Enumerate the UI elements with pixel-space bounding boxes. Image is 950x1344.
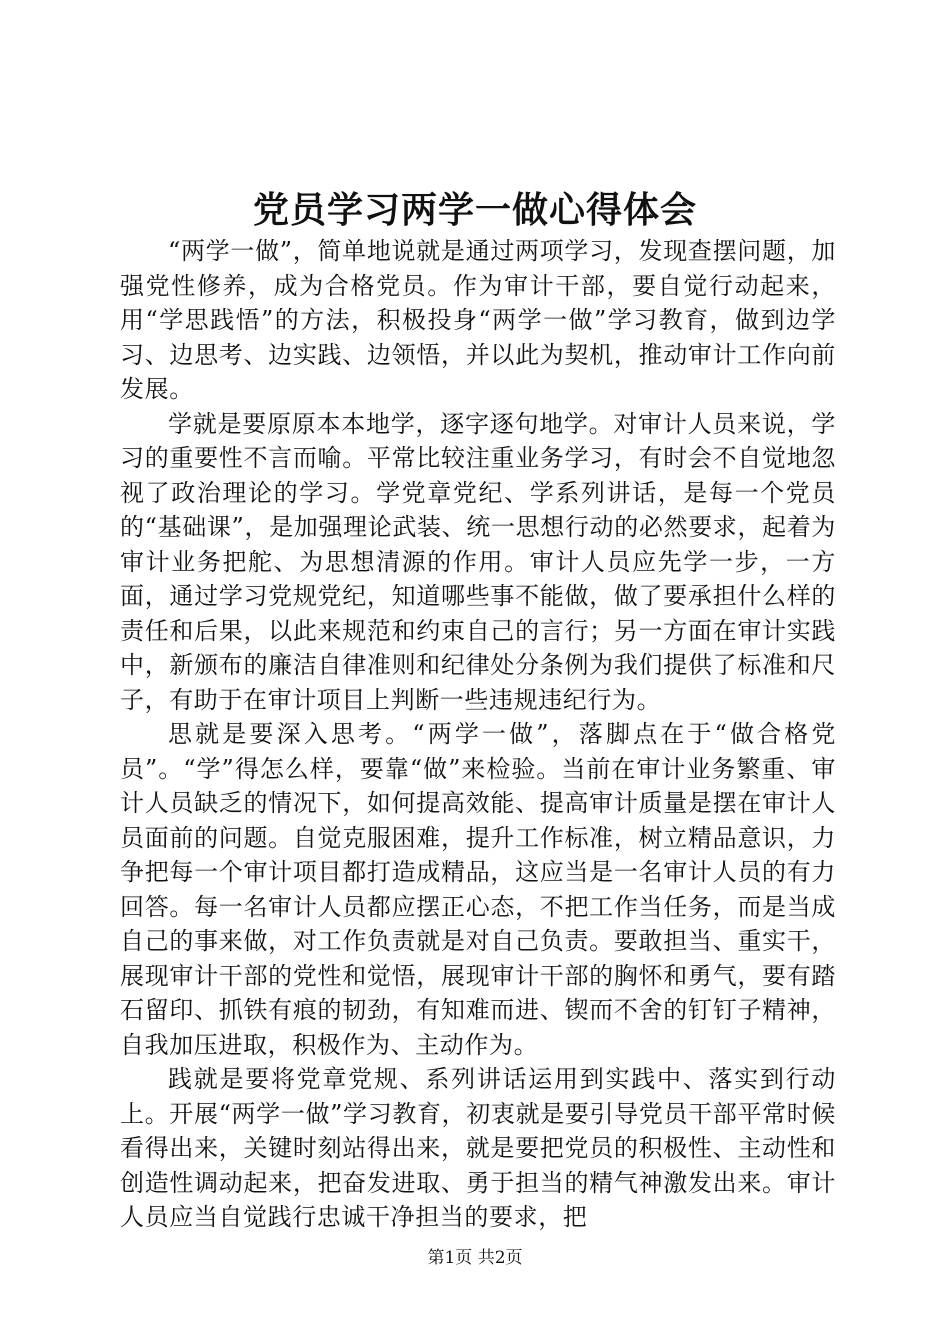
paragraph-4: 践就是要将党章党规、系列讲话运用到实践中、落实到行动上。开展“两学一做”学习教育，初衷就是要引导党员干部平常时候看得出来，关键时刻站得出来，就是要把党员的积极性、主动性和创造性调动起来，把奋发进取、勇于担当的精气神激发出来。审计人员应当自觉践行忠诚干净担当的要求，把 [120,1065,836,1231]
page-footer: 第1页 共2页 [427,1248,523,1268]
paragraph-2: 学就是要原原本本地学，逐字逐句地学。对审计人员来说，学习的重要性不言而喻。平常比较注重业务学习，有时会不自觉地忽视了政治理论的学习。学党章党纪、学系列讲话，是每一个党员的“基础课”，是加强理论武装、统一思想行动的必然要求，起着为审计业务把舵、为思想清源的作用。审计人员应先学一步，一方面，通过学习党规党纪，知道哪些事不能做，做了要承担什么样的责任和后果，以此来规范和约束自己的言行；另一方面在审计实践中，新颁布的廉洁自律准则和纪律处分条例为我们提供了标准和尺子，有助于在审计项目上判断一些违规违纪行为。 [120,409,836,714]
paragraph-1: “两学一做”，简单地说就是通过两项学习，发现查摆问题，加强党性修养，成为合格党员。作为审计干部，要自觉行动起来，用“学思践悟”的方法，积极投身“两学一做”学习教育，做到边学习、边思考、边实践、边领悟，并以此为契机，推动审计工作向前发展。 [120,237,836,403]
document-body [120,234,836,1235]
document-title: 党员学习两学一做心得体会 [252,189,697,231]
paragraph-3: 思就是要深入思考。“两学一做”，落脚点在于“做合格党员”。“学”得怎么样，要靠“做”来检验。当前在审计业务繁重、审计人员缺乏的情况下，如何提高效能、提高审计质量是摆在审计人员面前的问题。自觉克服困难，提升工作标准，树立精品意识，力争把每一个审计项目都打造成精品，这应当是一名审计人员的有力回答。每一名审计人员都应摆正心态，不把工作当任务，而是当成自己的事来做，对工作负责就是对自己负责。要敢担当、重实干，展现审计干部的党性和觉悟，展现审计干部的胸怀和勇气，要有踏石留印、抓铁有痕的韧劲，有知难而进、锲而不舍的钉钉子精神，自我加压进取，积极作为、主动作为。 [120,720,836,1059]
